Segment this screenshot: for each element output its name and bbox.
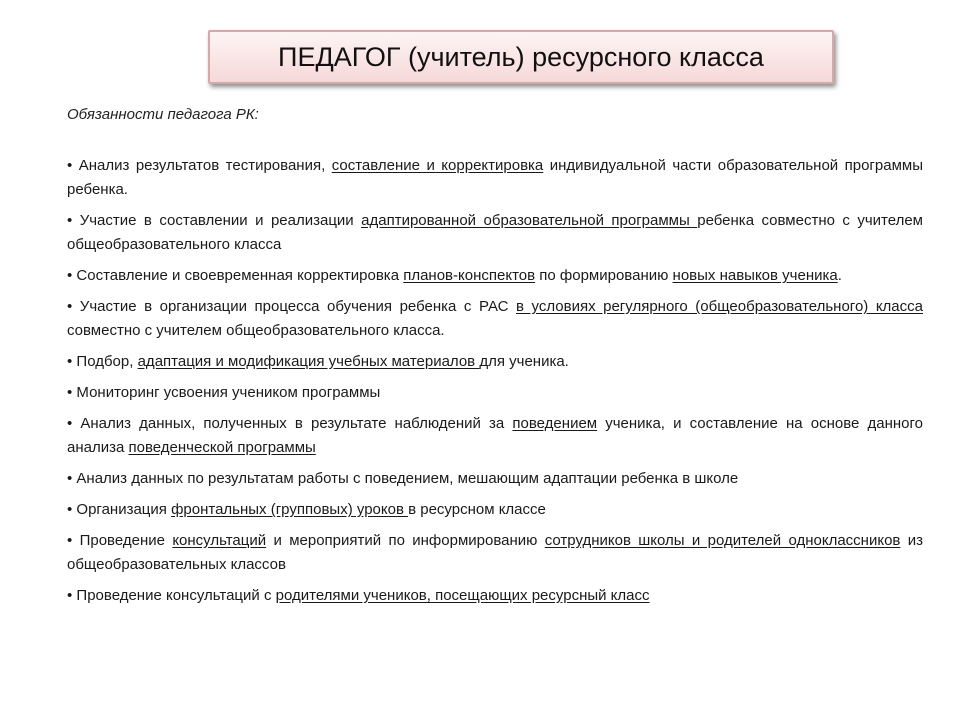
page-title: ПЕДАГОГ (учитель) ресурсного класса <box>278 41 764 72</box>
duty-text: Участие в организации процесса обучения ребенка с РАС <box>79 298 517 315</box>
bullet-icon: • <box>67 212 80 229</box>
section-subtitle: Обязанности педагога РК: <box>67 106 259 123</box>
bullet-icon: • <box>67 415 81 432</box>
underlined-phrase: консультаций <box>172 532 267 549</box>
duty-item <box>67 584 923 608</box>
duty-item <box>67 412 923 460</box>
duty-item <box>67 350 923 374</box>
bullet-icon: • <box>67 298 80 315</box>
duty-item <box>67 154 923 202</box>
underlined-phrase: фронтальных (групповых) уроков <box>171 501 409 518</box>
duty-text: и мероприятий по информированию <box>266 532 545 549</box>
duty-text: Подбор, <box>76 353 138 370</box>
duty-item <box>67 209 923 257</box>
duty-text: ребенка совместно с учителем общеобразовательного класса <box>67 212 923 253</box>
underlined-phrase: поведенческой программы <box>128 439 316 456</box>
bullet-icon: • <box>67 587 77 604</box>
underlined-phrase: сотрудников школы и родителей одноклассников <box>544 532 901 549</box>
duty-text: по формированию <box>535 267 673 284</box>
duty-text: из общеобразовательных классов <box>67 532 923 573</box>
duty-text: Анализ результатов тестирования, <box>78 157 332 174</box>
duty-text: Мониторинг усвоения учеником программы <box>76 384 381 401</box>
duty-text: Участие в составлении и реализации <box>79 212 362 229</box>
duty-text: Организация <box>76 501 172 518</box>
duty-text: для ученика. <box>479 353 569 370</box>
underlined-phrase: адаптация и модификация учебных материалов <box>137 353 480 370</box>
underlined-phrase: адаптированной образовательной программы <box>361 212 698 229</box>
duty-text: Анализ данных по результатам работы с поведением, мешающим адаптации ребенка в школе <box>76 470 739 487</box>
title-box <box>208 30 834 84</box>
duty-item <box>67 264 923 288</box>
duty-text: Составление и своевременная корректировка <box>76 267 404 284</box>
duty-item <box>67 381 923 405</box>
duty-text: индивидуальной части образовательной программы ребенка. <box>67 157 923 198</box>
underlined-phrase: составление и корректировка <box>331 157 544 174</box>
duty-text: ученика, и составление на основе данного анализа <box>67 415 924 456</box>
bullet-icon: • <box>67 501 77 518</box>
duty-text: в ресурсном классе <box>408 501 546 518</box>
duty-text: Проведение консультаций с <box>76 587 276 604</box>
bullet-icon: • <box>67 267 77 284</box>
duty-item <box>67 295 923 343</box>
duty-text: совместно с учителем общеобразовательного класса. <box>67 322 445 339</box>
underlined-phrase: родителями учеников, посещающих ресурсный класс <box>275 587 650 604</box>
bullet-icon: • <box>67 157 79 174</box>
duties-list <box>67 154 923 608</box>
duty-item <box>67 529 923 577</box>
bullet-icon: • <box>67 532 80 549</box>
duty-text: . <box>837 267 842 284</box>
underlined-phrase: в условиях регулярного (общеобразовательного) класса <box>516 298 923 315</box>
bullet-icon: • <box>67 353 77 370</box>
bullet-icon: • <box>67 470 77 487</box>
underlined-phrase: поведением <box>512 415 598 432</box>
duty-item <box>67 467 923 491</box>
underlined-phrase: планов-конспектов <box>403 267 536 284</box>
bullet-icon: • <box>67 384 77 401</box>
duty-item <box>67 498 923 522</box>
underlined-phrase: новых навыков ученика <box>672 267 838 284</box>
duty-text: Анализ данных, полученных в результате наблюдений за <box>80 415 513 432</box>
duty-text: Проведение <box>79 532 173 549</box>
